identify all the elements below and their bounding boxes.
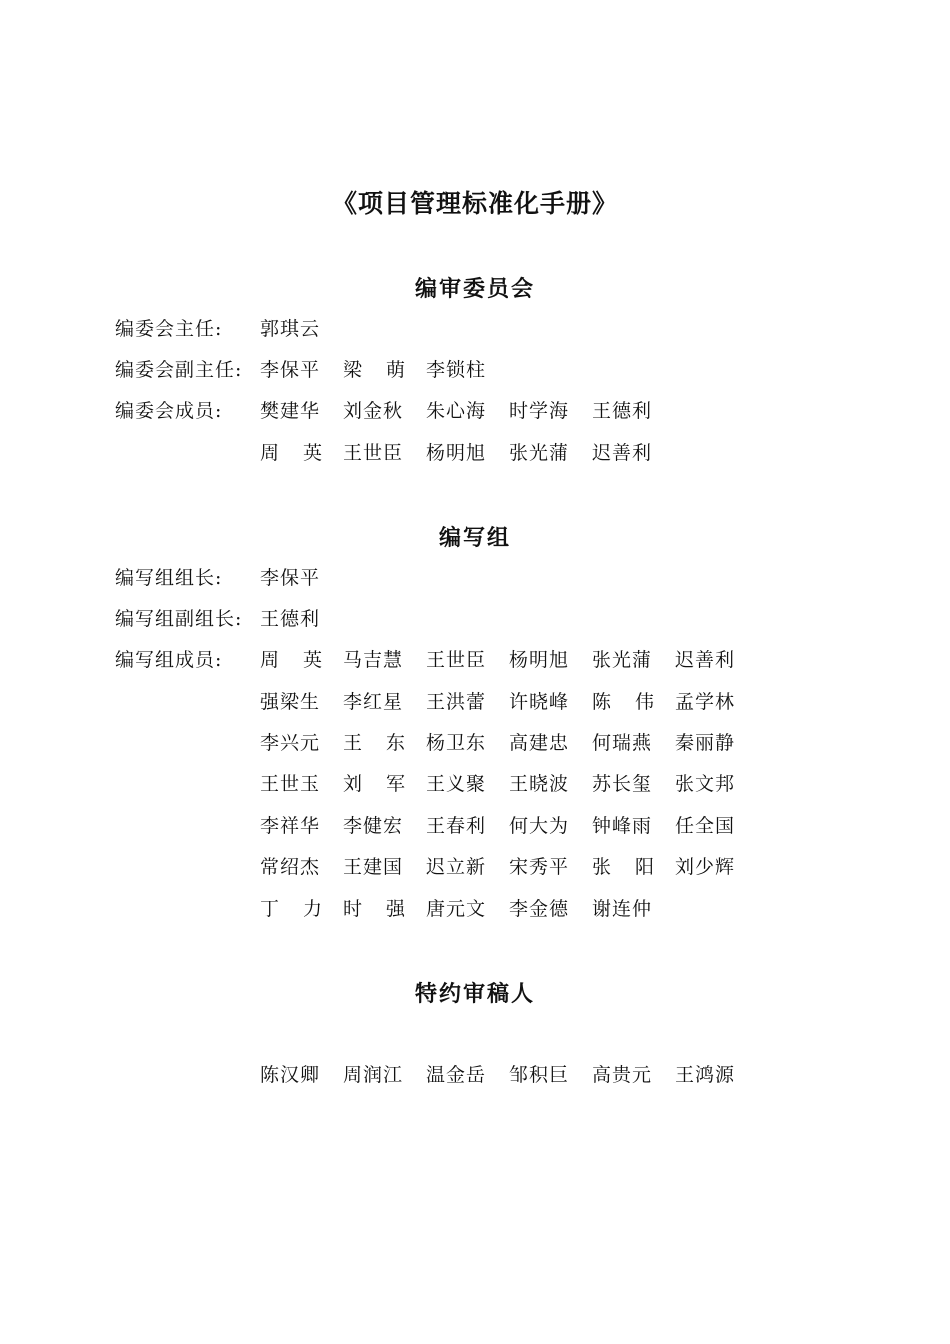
person-name: 王建国 [343,856,404,878]
person-name: 王鸿源 [675,1064,736,1086]
person-name: 王 东 [343,732,405,754]
writing-group-heading: 编写组 [438,525,511,551]
document-title: 《项目管理标准化手册》 [331,189,618,218]
person-name: 杨卫东 [426,732,487,754]
person-name: 王义聚 [426,773,487,795]
person-name: 刘 军 [343,773,405,795]
committee-director-label: 编委会主任: [115,318,223,340]
person-name: 苏长玺 [592,773,653,795]
committee-deputy-label: 编委会副主任: [115,359,243,381]
person-name: 李红星 [343,691,404,713]
person-name: 刘金秋 [343,400,404,422]
writing-members-label: 编写组成员: [115,649,223,671]
person-name: 任全国 [675,815,736,837]
person-name: 谢连仲 [592,898,653,920]
person-name: 郭琪云 [260,318,321,340]
person-name: 王春利 [426,815,487,837]
person-name: 王晓波 [509,773,570,795]
person-name: 钟峰雨 [592,815,653,837]
person-name: 许晓峰 [509,691,570,713]
person-name: 朱心海 [426,400,487,422]
person-name: 王洪蕾 [426,691,487,713]
person-name: 李祥华 [260,815,321,837]
person-name: 高贵元 [592,1064,653,1086]
person-name: 宋秀平 [509,856,570,878]
person-name: 杨明旭 [426,442,487,464]
writing-leader-label: 编写组组长: [115,567,223,589]
person-name: 李健宏 [343,815,404,837]
person-name: 李兴元 [260,732,321,754]
person-name: 孟学林 [675,691,736,713]
person-name: 陈汉卿 [260,1064,321,1086]
writing-deputy-label: 编写组副组长: [115,608,243,630]
person-name: 迟善利 [592,442,653,464]
person-name: 何大为 [509,815,570,837]
person-name: 邹积巨 [509,1064,570,1086]
person-name: 王世玉 [260,773,321,795]
person-name: 刘少辉 [675,856,736,878]
person-name: 张 阳 [592,856,654,878]
person-name: 周 英 [260,442,322,464]
person-name: 迟善利 [675,649,736,671]
person-name: 陈 伟 [592,691,654,713]
person-name: 王德利 [592,400,653,422]
person-name: 常绍杰 [260,856,321,878]
committee-members-label: 编委会成员: [115,400,223,422]
person-name: 王世臣 [343,442,404,464]
person-name: 樊建华 [260,400,321,422]
person-name: 李金德 [509,898,570,920]
person-name: 王德利 [260,608,321,630]
person-name: 杨明旭 [509,649,570,671]
person-name: 李保平 [260,567,321,589]
person-name: 马吉慧 [343,649,404,671]
person-name: 迟立新 [426,856,487,878]
person-name: 周润江 [343,1064,404,1086]
committee-heading: 编审委员会 [414,276,535,302]
person-name: 张光蒲 [592,649,653,671]
person-name: 唐元文 [426,898,487,920]
person-name: 强梁生 [260,691,321,713]
person-name: 何瑞燕 [592,732,653,754]
person-name: 温金岳 [426,1064,487,1086]
person-name: 李锁柱 [426,359,487,381]
person-name: 周 英 [260,649,322,671]
reviewers-heading: 特约审稿人 [414,981,535,1007]
person-name: 时学海 [509,400,570,422]
person-name: 秦丽静 [675,732,736,754]
person-name: 丁 力 [260,898,322,920]
person-name: 时 强 [343,898,405,920]
person-name: 高建忠 [509,732,570,754]
person-name: 张光蒲 [509,442,570,464]
person-name: 李保平 [260,359,321,381]
person-name: 张文邦 [675,773,736,795]
person-name: 王世臣 [426,649,487,671]
person-name: 梁 萌 [343,359,405,381]
